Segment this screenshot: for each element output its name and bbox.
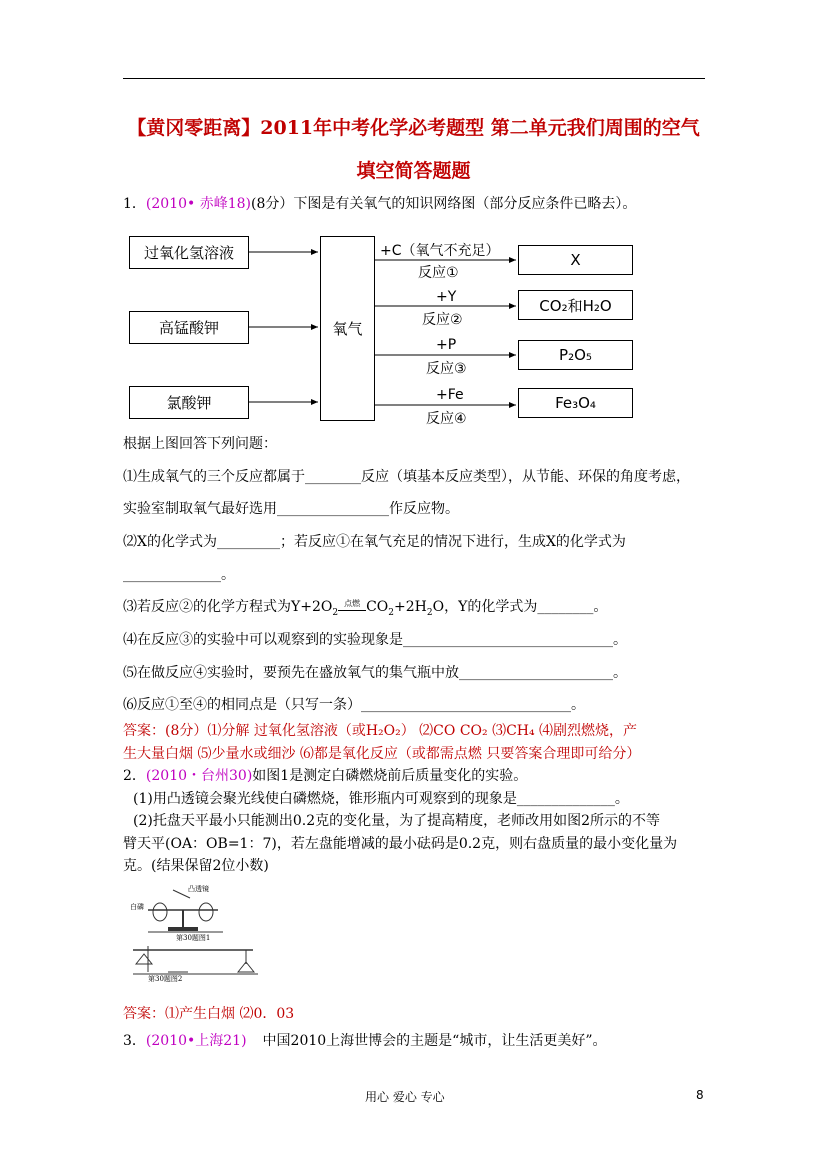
- reaction2-top-label: +Y: [436, 289, 457, 305]
- q1-sub1-line1: ⑴生成氧气的三个反应都属于________反应（填基本反应类型），从节能、环保的角度考虑，: [123, 469, 690, 485]
- q3-line: 3．(2010•上海21) 中国2010上海世博会的主题是“城市，让生活更美好”。: [123, 1033, 607, 1049]
- reaction2-bottom-label: 反应②: [422, 312, 463, 328]
- reaction1-top-label: +C（氧气不充足）: [380, 243, 500, 259]
- product-box-x: X: [518, 245, 633, 275]
- q1-sub5: ⑸在做反应④实验时，要预先在盛放氧气的集气瓶中放______________________。: [123, 665, 627, 681]
- q3-source: (2010•上海21): [145, 1033, 247, 1049]
- fig-label-bailin: 白磷: [130, 903, 144, 911]
- q1-sub6: ⑹反应①至④的相同点是（只写一条）______________________________。: [123, 697, 585, 713]
- q2-sub2-line2: 臂天平(OA：OB=1：7)，若左盘能增减的最小砝码是0.2克，则右盘质量的最小变化量为: [123, 836, 678, 852]
- q1-answer-line1: 答案：(8分）⑴分解 过氧化氢溶液（或H₂O₂） ⑵CO CO₂ ⑶CH₄ ⑷剧烈燃烧，产: [123, 723, 638, 739]
- diagram-arrows: [0, 0, 827, 450]
- q2-sub1: (1)用凸透镜会聚光线使白磷燃烧，锥形瓶内可观察到的现象是______________。: [133, 791, 629, 807]
- reaction4-top-label: +Fe: [436, 387, 464, 403]
- q1-answer-line2: 生大量白烟 ⑸少量水或细沙 ⑹都是氧化反应（或都需点燃 只要答案合理即可给分）: [123, 746, 641, 762]
- q1-sub2-line2: ______________。: [123, 567, 235, 583]
- document-subtitle: 填空简答题题: [356, 160, 471, 182]
- product-box-co2-h2o: CO₂和H₂O: [518, 290, 633, 320]
- product-box-fe3o4: Fe₃O₄: [518, 388, 633, 418]
- q1-sub4: ⑷在反应③的实验中可以观察到的实验现象是______________________________。: [123, 632, 627, 648]
- page-number: 8: [696, 1088, 704, 1102]
- q1-intro: (8分）下图是有关氧气的知识网络图（部分反应条件已略去）。: [251, 196, 637, 212]
- balance-figures: [128, 882, 268, 982]
- q2-sub2-line1: (2)托盘天平最小只能测出0.2克的变化量，为了提高精度，老师改用如图2所示的不等: [133, 813, 661, 829]
- q2-sub2-line3: 克。(结果保留2位小数): [123, 858, 269, 874]
- q1-prompt: 根据上图回答下列问题：: [123, 436, 277, 452]
- document-title: 【黄冈零距离】2011年中考化学必考题型 第二单元我们周围的空气: [127, 117, 700, 139]
- reactant-box-kmno4: 高锰酸钾: [129, 311, 249, 344]
- reaction-condition: 点燃: [344, 599, 361, 608]
- q1-sub2-line1: ⑵X的化学式为_________；若反应①在氧气充足的情况下进行，生成X的化学式为: [123, 534, 626, 550]
- reactant-box-h2o2: 过氧化氢溶液: [129, 236, 249, 269]
- reactant-box-kclo3: 氯酸钾: [129, 386, 249, 419]
- product-box-p2o5: P₂O₅: [518, 340, 633, 370]
- reaction3-bottom-label: 反应③: [426, 361, 467, 377]
- footer-center: 用心 爱心 专心: [365, 1090, 445, 1104]
- q2-heading: 2．(2010・台州30)如图1是测定白磷燃烧前后质量变化的实验。: [123, 768, 528, 784]
- fig-label-tou: 凸透镜: [188, 885, 209, 893]
- reaction1-bottom-label: 反应①: [418, 265, 459, 281]
- oxygen-center-box: 氧气: [320, 236, 375, 421]
- q1-number: 1．: [123, 196, 146, 212]
- fig2-caption: 第30题图2: [148, 975, 183, 983]
- q1-source: (2010• 赤峰18): [145, 196, 251, 212]
- q1-sub3: ⑶若反应②的化学方程式为$Y+2O_2$ 点燃 $CO_2+2H_2O$，Y的化学式为________。: [123, 597, 607, 623]
- q1-sub1-line2: 实验室制取氧气最好选用________________作反应物。: [123, 501, 459, 517]
- reaction3-top-label: +P: [436, 337, 457, 353]
- balance-figure-drawing: [128, 882, 268, 982]
- reaction4-bottom-label: 反应④: [426, 411, 467, 427]
- q2-source: (2010・台州30): [145, 768, 253, 784]
- q2-answer: 答案：⑴产生白烟 ⑵0．03: [123, 1006, 295, 1022]
- fig1-caption: 第30题图1: [176, 934, 211, 942]
